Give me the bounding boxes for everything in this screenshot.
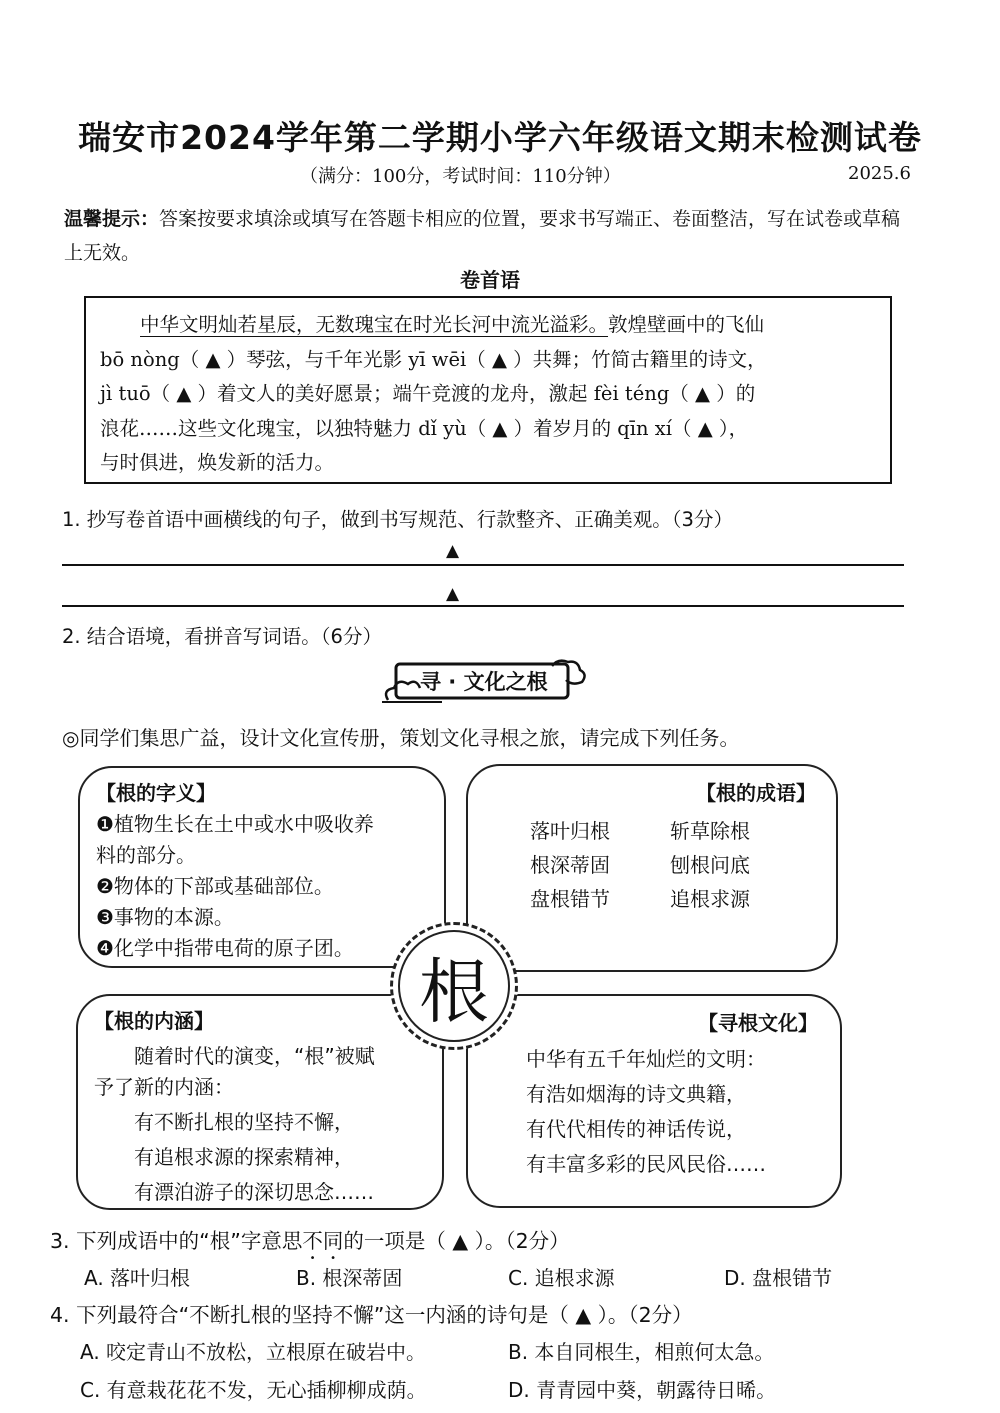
task-intro: ◎同学们集思广益，设计文化宣传册，策划文化寻根之旅，请完成下列任务。 [62, 726, 740, 750]
card-connotation-heading: 【根的内涵】 [94, 1009, 214, 1033]
connotation-line: 予了新的内涵： [94, 1075, 234, 1099]
culture-line: 有浩如烟海的诗文典籍， [526, 1082, 746, 1106]
q3-prefix: 3. 下列成语中的“根”字意思 [50, 1229, 303, 1253]
tip-text: 答案按要求填涂或填写在答题卡相应的位置，要求书写端正、卷面整洁，写在试卷或草稿上无效。 [64, 208, 901, 264]
culture-line: 有代代相传的神话传说， [526, 1117, 746, 1141]
page-title: 瑞安市2024学年第二学期小学六年级语文期末检测试卷 [78, 118, 922, 157]
idiom-item: 追根求源 [670, 887, 750, 911]
preface-line-4: 浪花……这些文化瑰宝，以独特魅力 dǐ yù（ ▲ ）着岁月的 qīn xí（ ▲ ）， [100, 416, 749, 440]
preface-line-5: 与时俱进，焕发新的活力。 [100, 451, 335, 474]
card-idioms-heading: 【根的成语】 [696, 781, 816, 805]
idiom-item: 刨根问底 [670, 853, 750, 877]
preface-line-3: jì tuō（ ▲ ）着文人的美好愿景；端午竞渡的龙舟，激起 fèi téng（ ▲ ）的 [100, 382, 756, 405]
section-banner [382, 658, 592, 708]
card-meaning-heading: 【根的字义】 [96, 781, 216, 805]
q4-option-a[interactable]: A. 咬定青山不放松，立根原在破岩中。 [80, 1340, 427, 1364]
q4-option-b[interactable]: B. 本自同根生，相煎何太急。 [508, 1340, 775, 1364]
idiom-item: 斩草除根 [670, 819, 750, 843]
question-4: 4. 下列最符合“不断扎根的坚持不懈”这一内涵的诗句是（ ▲ ）。（2分） [50, 1303, 693, 1327]
meaning-item: 料的部分。 [96, 843, 196, 867]
q3-option-b[interactable]: B. 根深蒂固 [296, 1266, 403, 1290]
card-root-culture [466, 994, 842, 1208]
preface-line-1 [100, 308, 876, 343]
q4-option-c[interactable]: C. 有意栽花花不发，无心插柳柳成荫。 [80, 1378, 427, 1402]
question-1: 1. 抄写卷首语中画横线的句子，做到书写规范、行款整齐、正确美观。（3分） [62, 508, 733, 531]
q4-option-d[interactable]: D. 青青园中葵，朝露待日晞。 [508, 1378, 777, 1402]
answer-mark-1: ▲ [446, 541, 460, 561]
card-root-connotation [76, 994, 444, 1210]
root-seal-circle [390, 922, 518, 1050]
card-root-meaning [78, 766, 446, 968]
tip-label: 温馨提示： [64, 208, 160, 230]
preface-line1-tail: 敦煌壁画中的飞仙 [608, 313, 765, 336]
answer-line-2[interactable] [62, 605, 904, 607]
card-culture-heading: 【寻根文化】 [698, 1011, 818, 1035]
q3-option-d[interactable]: D. 盘根错节 [724, 1266, 833, 1290]
card-root-idioms [466, 764, 838, 972]
idiom-item: 落叶归根 [530, 819, 610, 843]
preface-underlined-sentence: 中华文明灿若星辰，无数瑰宝在时光长河中流光溢彩。 [140, 313, 609, 336]
exam-subtitle: （满分：100分，考试时间：110分钟） [300, 166, 621, 187]
meaning-item: ❸事物的本源。 [96, 905, 234, 929]
preface-box [84, 296, 892, 484]
banner-label: 寻 · 文化之根 [420, 670, 548, 694]
connotation-line: 有漂泊游子的深切思念…… [134, 1180, 374, 1204]
answer-mark-2: ▲ [446, 584, 460, 604]
q3-option-c[interactable]: C. 追根求源 [508, 1266, 615, 1290]
answer-line-1[interactable] [62, 564, 904, 566]
culture-lines [526, 1042, 766, 1182]
idiom-item: 盘根错节 [530, 887, 610, 911]
q3-option-a[interactable]: A. 落叶归根 [84, 1266, 191, 1290]
meaning-item: ❷物体的下部或基础部位。 [96, 874, 334, 898]
q3-emphasis: 不同 [302, 1229, 344, 1253]
preface-line-2: bō nòng（ ▲ ）琴弦，与千年光影 yī wēi（ ▲ ）共舞；竹简古籍里的诗文， [100, 347, 767, 371]
meaning-item: ❹化学中指带电荷的原子团。 [96, 936, 354, 960]
preface-heading: 卷首语 [460, 268, 520, 292]
q3-suffix: 的一项是（ ▲ ）。（2分） [343, 1229, 570, 1253]
exam-date: 2025.6 [848, 163, 911, 184]
connotation-line: 随着时代的演变，“根”被赋 [134, 1044, 375, 1068]
connotation-line: 有追根求源的探索精神， [134, 1145, 354, 1169]
culture-line: 中华有五千年灿烂的文明： [526, 1047, 766, 1071]
root-seal-character: 根 [398, 930, 510, 1042]
connotation-line: 有不断扎根的坚持不懈， [134, 1110, 354, 1134]
question-3 [50, 1224, 570, 1264]
warm-tip [64, 202, 912, 270]
meaning-item: ❶植物生长在土中或水中吸收养 [96, 812, 374, 836]
question-2: 2. 结合语境，看拼音写词语。（6分） [62, 625, 382, 648]
idiom-item: 根深蒂固 [530, 853, 610, 877]
culture-line: 有丰富多彩的民风民俗…… [526, 1152, 766, 1176]
